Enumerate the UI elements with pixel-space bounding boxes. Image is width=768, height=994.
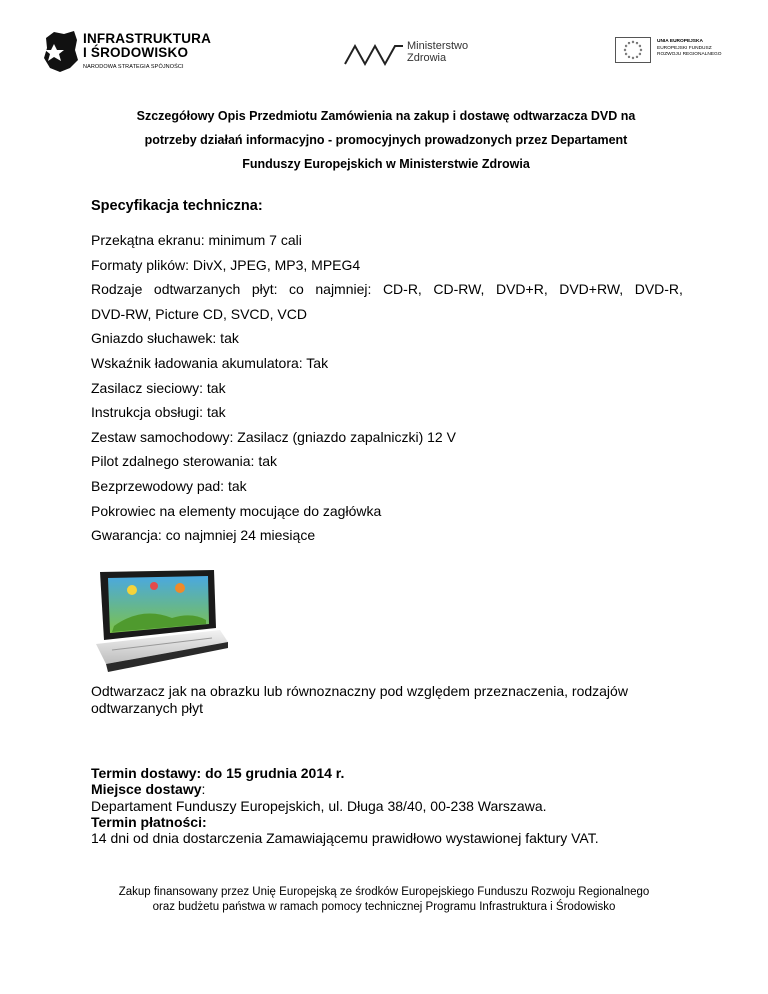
spec-item: Pokrowiec na elementy mocujące do zagłówka [91, 502, 382, 519]
eu-star [639, 53, 641, 55]
spec-item: Zestaw samochodowy: Zasilacz (gniazdo zapalniczki) 12 V [91, 428, 456, 445]
spec-word: CD-RW, [433, 281, 485, 298]
spec-word: co [289, 281, 304, 298]
eu-star [625, 45, 627, 47]
spec-item: Bezprzewodowy pad: tak [91, 477, 247, 494]
spec-item: Gwarancja: co najmniej 24 miesiące [91, 527, 316, 544]
spec-word: DVD+RW, [559, 281, 624, 298]
funding-footer: Zakup finansowany przez Unię Europejską ze środków Europejskiego Funduszu Rozwoju Regionalnego oraz budżetu państwa w ramach pomocy technicznej Programu Infrastruktura i Środowisko [118, 886, 650, 913]
infrastruktura-logo [40, 28, 210, 78]
spec-list [91, 228, 683, 548]
eu-star [632, 41, 634, 43]
spec-word: Rodzaje [91, 281, 143, 298]
eu-star [628, 56, 630, 58]
eu-logo-text: UNIA EUROPEJSKA EUROPEJSKI FUNDUSZ ROZWOJU REGIONALNEGO [657, 39, 722, 57]
delivery-place-label-row: Miejsce dostawy: [91, 781, 206, 798]
payment-term: 14 dni od dnia dostarczenia Zamawiającemu prawidłowo wystawionej faktury VAT. [91, 830, 599, 847]
spec-word: DVD+R, [495, 281, 548, 298]
ministerstwo-zdrowia-logo [343, 40, 483, 70]
spec-word: DVD-R, [634, 281, 683, 298]
spec-item: Formaty plików: DivX, JPEG, MP3, MPEG4 [91, 256, 361, 273]
spec-item: Instrukcja obsługi: tak [91, 404, 226, 421]
delivery-term: Termin dostawy: do 15 grudnia 2014 r. [91, 765, 345, 781]
payment-term-label: Termin płatności: [91, 813, 207, 830]
eu-star [636, 42, 638, 44]
eu-flag-icon [615, 37, 651, 63]
title-line: Funduszy Europejskich w Ministerstwie Zdrowia [242, 157, 530, 171]
eu-star [640, 49, 642, 51]
eu-star [625, 53, 627, 55]
delivery-place: Departament Funduszy Europejskich, ul. Długa 38/40, 00-238 Warszawa. [91, 797, 547, 814]
eu-star [636, 56, 638, 58]
document-title [88, 104, 684, 176]
eu-star [628, 42, 630, 44]
spec-item: Zasilacz sieciowy: tak [91, 379, 226, 396]
eu-logo [615, 37, 735, 69]
spec-item: DVD-RW, Picture CD, SVCD, VCD [91, 305, 307, 322]
spec-heading: Specyfikacja techniczna: [91, 198, 263, 214]
delivery-terms [91, 765, 731, 846]
title-line: Szczegółowy Opis Przedmiotu Zamówienia na zakup i dostawę odtwarzacza DVD na [136, 109, 636, 123]
spec-item: Wskaźnik ładowania akumulatora: Tak [91, 354, 329, 371]
spec-word: płyt: [251, 281, 278, 298]
spec-item: Gniazdo słuchawek: tak [91, 330, 239, 347]
spec-word: odtwarzanych [153, 281, 241, 298]
ministry-logo-text: Ministerstwo Zdrowia [407, 40, 469, 64]
eu-star [624, 49, 626, 51]
spec-item-disc-types [91, 277, 683, 302]
infrastruktura-logo-tagline: NARODOWA STRATEGIA SPÓJNOŚCI [83, 64, 184, 70]
title-line: potrzeby działań informacyjno - promocyjnych prowadzonych przez Departament [144, 133, 628, 147]
poland-map-icon [40, 28, 80, 78]
infrastruktura-logo-name: INFRASTRUKTURA I ŚRODOWISKO [83, 31, 212, 60]
dvd-player-image [92, 566, 232, 678]
eu-star [632, 57, 634, 59]
spec-item: Pilot zdalnego sterowania: tak [91, 453, 277, 470]
equivalence-note: Odtwarzacz jak na obrazku lub równoznaczny pod względem przeznaczenia, rodzajów odtwarzanych płyt [91, 683, 628, 716]
spec-word: CD-R, [382, 281, 422, 298]
ministry-wave-icon [343, 40, 405, 68]
eu-star [639, 45, 641, 47]
spec-item: Przekątna ekranu: minimum 7 cali [91, 232, 302, 248]
spec-word: najmniej: [315, 281, 372, 298]
